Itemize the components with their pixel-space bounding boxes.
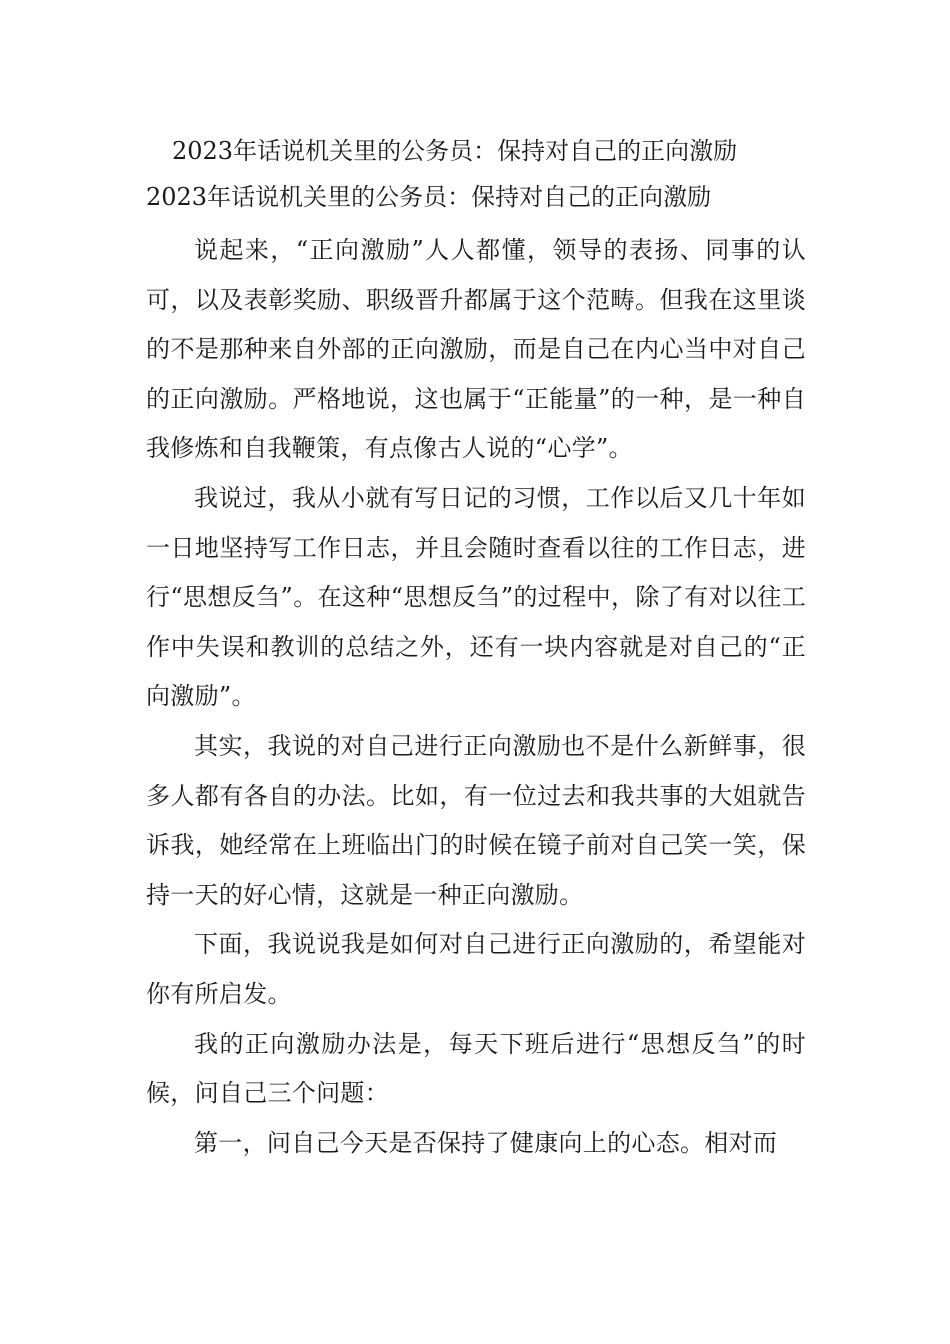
paragraph-4: 下面，我说说我是如何对自己进行正向激励的，希望能对你有所启发。 bbox=[146, 930, 806, 1008]
document-title: 2023年话说机关里的公务员：保持对自己的正向激励 bbox=[172, 137, 738, 165]
paragraph-1: 说起来，“正向激励”人人都懂，领导的表扬、同事的认可，以及表彰奖励、职级晋升都属于这个范畴。但我在这里谈的不是那种来自外部的正向激励，而是自己在内心当中对自己的正向激励。严格地说，这也属于“正能量”的一种，是一种自我修炼和自我鞭策，有点像古人说的“心学”。 bbox=[146, 236, 806, 463]
paragraph-3: 其实，我说的对自己进行正向激励也不是什么新鲜事，很多人都有各自的办法。比如，有一位过去和我共事的大姐就告诉我，她经常在上班临出门的时候在镜子前对自己笑一笑，保持一天的好心情，这就是一种正向激励。 bbox=[146, 731, 806, 909]
paragraph-6: 第一，问自己今天是否保持了健康向上的心态。相对而 bbox=[194, 1128, 778, 1157]
document-body bbox=[146, 128, 806, 1168]
paragraph-5: 我的正向激励办法是，每天下班后进行“思想反刍”的时候，问自己三个问题： bbox=[146, 1029, 806, 1108]
paragraph-2: 我说过，我从小就有写日记的习惯，工作以后又几十年如一日地坚持写工作日志，并且会随时查看以往的工作日志，进行“思想反刍”。在这种“思想反刍”的过程中，除了有对以往工作中失误和教训的总结之外，还有一块内容就是对自己的“正向激励”。 bbox=[146, 483, 806, 711]
document-title-repeat: 2023年话说机关里的公务员：保持对自己的正向激励 bbox=[146, 183, 712, 211]
